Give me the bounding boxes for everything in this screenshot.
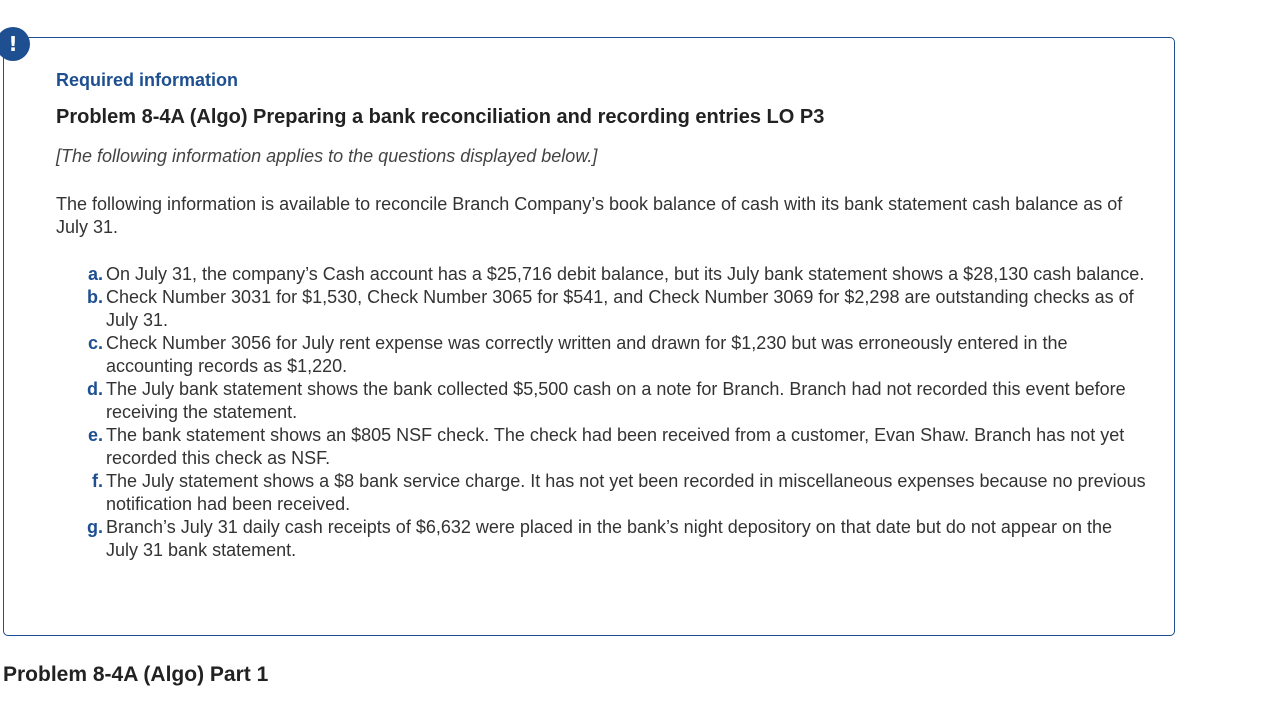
part-heading: Problem 8-4A (Algo) Part 1	[3, 663, 269, 686]
list-item-letter: e.	[87, 425, 103, 445]
list-item-d	[76, 378, 1146, 424]
list-item-c	[76, 332, 1146, 378]
list-item-e	[76, 424, 1146, 470]
information-list	[76, 263, 1146, 562]
list-item-letter: c.	[87, 333, 103, 353]
list-item-letter: a.	[87, 264, 103, 284]
exclamation-icon: !	[0, 27, 30, 61]
list-item-a	[76, 263, 1146, 286]
list-item-f	[76, 470, 1146, 516]
required-information-box	[3, 37, 1175, 636]
list-item-g	[76, 516, 1146, 562]
list-item-text: The July statement shows a $8 bank service charge. It has not yet been recorded in miscellaneous expenses because no previous notification had been received.	[106, 471, 1146, 514]
list-item-letter: b.	[87, 287, 103, 307]
list-item-text: The July bank statement shows the bank collected $5,500 cash on a note for Branch. Branch had not recorded this event before receiving the statement.	[106, 379, 1126, 422]
applies-note: [The following information applies to the questions displayed below.]	[56, 146, 598, 166]
problem-title: Problem 8-4A (Algo) Preparing a bank reconciliation and recording entries LO P3	[56, 106, 825, 128]
list-item-text: The bank statement shows an $805 NSF check. The check had been received from a customer, Evan Shaw. Branch has not yet recorded this check as NSF.	[106, 425, 1125, 468]
list-item-text: Check Number 3056 for July rent expense was correctly written and drawn for $1,230 but was erroneously entered in the accounting records as $1,220.	[106, 333, 1068, 376]
list-item-text: Branch’s July 31 daily cash receipts of $6,632 were placed in the bank’s night depository on that date but do not appear on the July 31 bank statement.	[106, 517, 1113, 560]
list-item-b	[76, 286, 1146, 332]
intro-text: The following information is available to reconcile Branch Company’s book balance of cash with its bank statement cash balance as of July 31.	[56, 194, 1123, 237]
list-item-text: On July 31, the company’s Cash account has a $25,716 debit balance, but its July bank statement shows a $28,130 cash balance.	[106, 264, 1145, 284]
list-item-letter: d.	[87, 379, 103, 399]
required-information-heading: Required information	[56, 70, 239, 90]
list-item-text: Check Number 3031 for $1,530, Check Number 3065 for $541, and Check Number 3069 for $2,298 are outstanding checks as of July 31.	[106, 287, 1134, 330]
list-item-letter: g.	[87, 517, 103, 537]
list-item-letter: f.	[92, 471, 103, 491]
